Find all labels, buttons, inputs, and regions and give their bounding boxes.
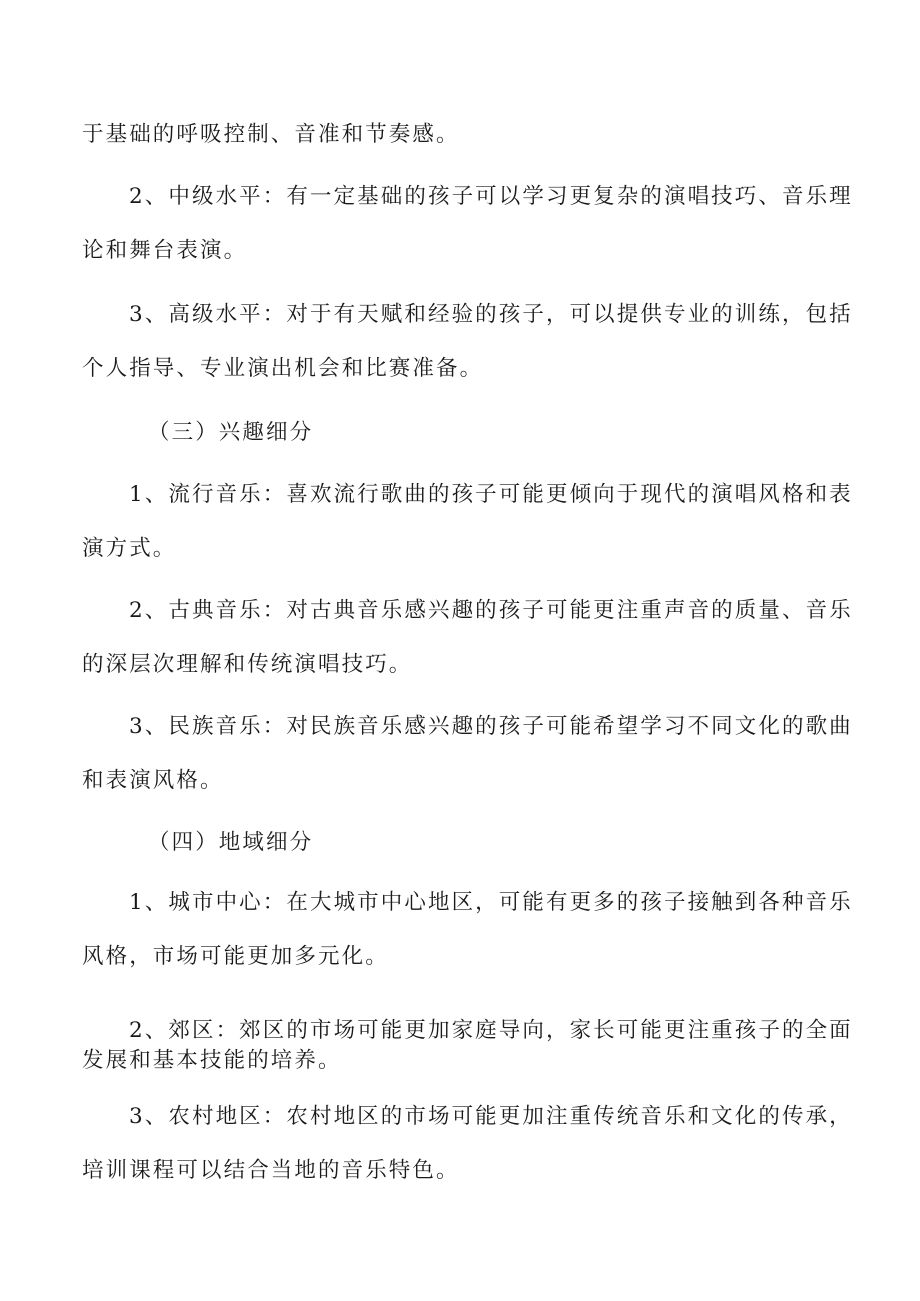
section-heading-interest: （三）兴趣细分 bbox=[148, 420, 314, 445]
paragraph-line-classical-music-cont: 的深层次理解和传统演唱技巧。 bbox=[82, 652, 413, 677]
paragraph-line-intermediate-level: 2、中级水平：有一定基础的孩子可以学习更复杂的演唱技巧、音乐理 bbox=[129, 184, 853, 209]
paragraph-line-suburbs: 2、郊区：郊区的市场可能更加家庭导向，家长可能更注重孩子的全面 bbox=[129, 1018, 853, 1043]
paragraph-line-city-center: 1、城市中心：在大城市中心地区，可能有更多的孩子接触到各种音乐 bbox=[129, 890, 853, 915]
paragraph-line-classical-music: 2、古典音乐：对古典音乐感兴趣的孩子可能更注重声音的质量、音乐 bbox=[129, 598, 853, 623]
paragraph-line-advanced-level-cont: 个人指导、专业演出机会和比赛准备。 bbox=[82, 356, 484, 381]
section-heading-region: （四）地域细分 bbox=[148, 830, 314, 855]
paragraph-line-pop-music: 1、流行音乐：喜欢流行歌曲的孩子可能更倾向于现代的演唱风格和表 bbox=[129, 482, 853, 507]
paragraph-line-folk-music: 3、民族音乐：对民族音乐感兴趣的孩子可能希望学习不同文化的歌曲 bbox=[129, 714, 853, 739]
paragraph-line-folk-music-cont: 和表演风格。 bbox=[82, 768, 224, 793]
paragraph-line-intermediate-level-cont: 论和舞台表演。 bbox=[82, 238, 248, 263]
paragraph-line-pop-music-cont: 演方式。 bbox=[82, 536, 177, 561]
paragraph-line-city-center-cont: 风格，市场可能更加多元化。 bbox=[82, 944, 389, 969]
paragraph-line-rural: 3、农村地区：农村地区的市场可能更加注重传统音乐和文化的传承， bbox=[129, 1104, 853, 1129]
paragraph-line-advanced-level: 3、高级水平：对于有天赋和经验的孩子，可以提供专业的训练，包括 bbox=[129, 302, 853, 327]
paragraph-line-rural-cont: 培训课程可以结合当地的音乐特色。 bbox=[82, 1158, 460, 1183]
continuation-line: 于基础的呼吸控制、音准和节奏感。 bbox=[82, 122, 460, 147]
paragraph-line-suburbs-cont: 发展和基本技能的培养。 bbox=[82, 1048, 342, 1073]
